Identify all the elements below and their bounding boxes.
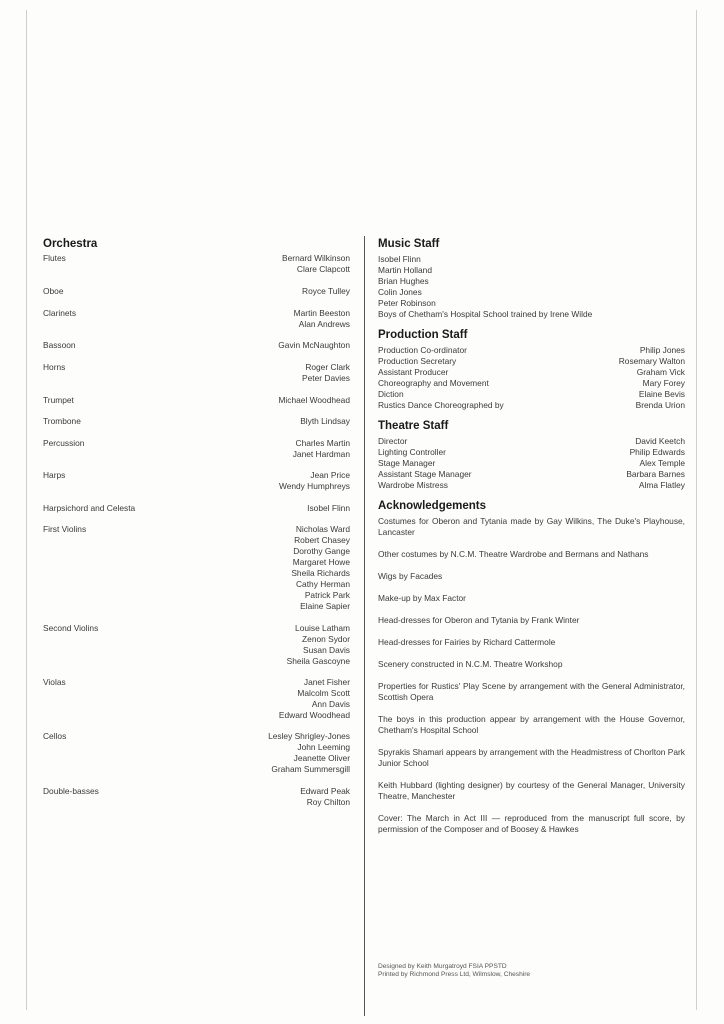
player-name: John Leeming: [297, 742, 350, 752]
player-name: Roger Clark: [305, 362, 350, 372]
music-staff-line: Brian Hughes: [378, 276, 429, 286]
instrument-label: Flutes: [43, 253, 66, 263]
staff-name: Alma Flatley: [638, 480, 685, 490]
player-name: Dorothy Gange: [293, 546, 350, 556]
player-names: [300, 786, 350, 808]
player-name: Lesley Shrigley-Jones: [268, 731, 350, 741]
instrument-label: Harpsichord and Celesta: [43, 503, 136, 513]
printer-credit: Printed by Richmond Press Ltd, Wilmslow, Cheshire: [378, 971, 531, 978]
staff-row: [378, 458, 685, 469]
instrument-label: Trumpet: [43, 395, 74, 405]
staff-name: Brenda Urion: [635, 400, 685, 410]
player-name: Margaret Howe: [292, 557, 350, 567]
staff-row: [378, 447, 685, 458]
player-name: Blyth Lindsay: [300, 416, 350, 426]
staff-name: Mary Forey: [642, 378, 685, 388]
acknowledgement-item: Keith Hubbard (lighting designer) by courtesy of the General Manager, University Theatre, Manchester: [378, 780, 685, 801]
print-credits: [378, 963, 530, 979]
staff-name: Alex Temple: [639, 458, 685, 468]
player-names: [278, 395, 350, 406]
acknowledgement-item: Scenery constructed in N.C.M. Theatre Workshop: [378, 659, 563, 669]
player-name: Gavin McNaughton: [278, 340, 350, 350]
player-names: [307, 503, 350, 514]
player-name: Edward Woodhead: [278, 710, 350, 720]
acknowledgement-item: Other costumes by N.C.M. Theatre Wardrobe and Bermans and Nathans: [378, 549, 649, 559]
page-edge-right: [696, 10, 697, 1010]
player-name: Zenon Sydor: [302, 634, 350, 644]
staff-role: Stage Manager: [378, 458, 436, 468]
staff-role: Diction: [378, 389, 404, 399]
instrument-label: Cellos: [43, 731, 67, 741]
staff-role: Choreography and Movement: [378, 378, 489, 388]
player-name: Susan Davis: [302, 645, 350, 655]
music-staff-line: Martin Holland: [378, 265, 432, 275]
staff-row: [378, 367, 685, 378]
instrument-label: Bassoon: [43, 340, 76, 350]
instrument-label: Violas: [43, 677, 66, 687]
player-names: [294, 308, 350, 330]
player-name: Royce Tulley: [302, 286, 350, 296]
player-name: Peter Davies: [302, 373, 350, 383]
music-staff-line: Peter Robinson: [378, 298, 436, 308]
staff-row: [378, 345, 685, 356]
staff-row: [378, 436, 685, 447]
acknowledgement-item: Make-up by Max Factor: [378, 593, 466, 603]
acknowledgement-item: Head-dresses for Fairies by Richard Cattermole: [378, 637, 556, 647]
music-staff-line: Colin Jones: [378, 287, 422, 297]
acknowledgement-item: Head-dresses for Oberon and Tytania by Frank Winter: [378, 615, 580, 625]
player-name: Jean Price: [310, 470, 350, 480]
acknowledgement-item: Properties for Rustics' Play Scene by arrangement with the General Administrator, Scottish Opera: [378, 681, 685, 702]
player-name: Janet Fisher: [303, 677, 350, 687]
player-name: Janet Hardman: [292, 449, 350, 459]
player-names: [287, 623, 350, 667]
player-name: Sheila Richards: [291, 568, 350, 578]
player-name: Isobel Flinn: [307, 503, 350, 513]
player-name: Louise Latham: [295, 623, 350, 633]
staff-role: Lighting Controller: [378, 447, 446, 457]
player-name: Michael Woodhead: [278, 395, 350, 405]
staff-role: Production Co-ordinator: [378, 345, 467, 355]
acknowledgement-item: Costumes for Oberon and Tytania made by Gay Wilkins, The Duke's Playhouse, Lancaster: [378, 516, 685, 537]
music-staff-line: Boys of Chetham's Hospital School trained by Irene Wilde: [378, 309, 593, 319]
theatre-staff-section: [378, 419, 685, 491]
instrument-label: Second Violins: [43, 623, 99, 633]
staff-row: [378, 480, 685, 491]
player-name: Wendy Humphreys: [278, 481, 350, 491]
instrument-label: Percussion: [43, 438, 85, 448]
acknowledgements-heading: Acknowledgements: [378, 500, 486, 512]
player-name: Graham Summersgill: [271, 764, 350, 774]
theatre-staff-list: [378, 436, 685, 491]
player-name: Nicholas Ward: [295, 524, 350, 534]
music-staff-list: [378, 254, 685, 320]
player-name: Elaine Sapier: [300, 601, 350, 611]
instrument-label: Harps: [43, 470, 66, 480]
designer-credit: Designed by Keith Murgatroyd FSIA PPSTD: [378, 963, 507, 970]
acknowledgements-list: [378, 516, 685, 835]
staff-row: [378, 389, 685, 400]
player-names: [302, 286, 350, 297]
instrument-label: First Violins: [43, 524, 87, 534]
staff-row: [378, 469, 685, 480]
player-name: Sheila Gascoyne: [286, 656, 350, 666]
orchestra-section: [43, 237, 350, 253]
theatre-staff-heading: Theatre Staff: [378, 420, 449, 432]
instrument-label: Oboe: [43, 286, 64, 296]
staff-role: Production Secretary: [378, 356, 457, 366]
acknowledgements-section: [378, 499, 685, 846]
player-name: Robert Chasey: [294, 535, 350, 545]
page-edge-left: [26, 10, 27, 1010]
player-names: [300, 416, 350, 427]
acknowledgement-item: Cover: The March in Act III — reproduced from the manuscript full score, by permission of the Composer and of Boosey & Hawkes: [378, 813, 685, 834]
player-name: Jeanette Oliver: [293, 753, 350, 763]
staff-name: Philip Edwards: [629, 447, 685, 457]
staff-name: Philip Jones: [639, 345, 685, 355]
player-names: [279, 470, 350, 492]
player-names: [279, 677, 350, 721]
production-staff-list: [378, 345, 685, 411]
column-divider: [364, 236, 365, 1016]
staff-role: Rustics Dance Choreographed by: [378, 400, 504, 410]
instrument-label: Double-basses: [43, 786, 99, 796]
staff-role: Wardrobe Mistress: [378, 480, 448, 490]
staff-name: Elaine Bevis: [638, 389, 685, 399]
music-staff-heading: Music Staff: [378, 238, 440, 250]
player-name: Roy Chilton: [306, 797, 350, 807]
player-name: Patrick Park: [304, 590, 350, 600]
staff-role: Director: [378, 436, 408, 446]
staff-role: Assistant Producer: [378, 367, 449, 377]
staff-name: Barbara Barnes: [626, 469, 685, 479]
staff-row: [378, 378, 685, 389]
player-names: [293, 438, 350, 460]
instrument-label: Trombone: [43, 416, 81, 426]
player-names: [278, 340, 350, 351]
instrument-label: Horns: [43, 362, 66, 372]
staff-role: Assistant Stage Manager: [378, 469, 472, 479]
orchestra-heading: Orchestra: [43, 238, 98, 250]
production-staff-section: [378, 328, 685, 411]
player-names: [291, 524, 350, 612]
player-name: Cathy Herman: [296, 579, 350, 589]
staff-row: [378, 400, 685, 411]
music-staff-section: [378, 237, 685, 320]
instrument-label: Clarinets: [43, 308, 77, 318]
player-name: Ann Davis: [311, 699, 350, 709]
player-name: Edward Peak: [300, 786, 350, 796]
music-staff-line: Isobel Flinn: [378, 254, 421, 264]
player-names: [268, 731, 350, 775]
staff-row: [378, 356, 685, 367]
player-names: [282, 253, 350, 275]
staff-name: David Keetch: [635, 436, 685, 446]
player-names: [302, 362, 350, 384]
acknowledgement-item: The boys in this production appear by arrangement with the House Governor, Chetham's Hospital School: [378, 714, 685, 735]
staff-name: Rosemary Walton: [618, 356, 685, 366]
player-name: Martin Beeston: [293, 308, 350, 318]
player-name: Clare Clapcott: [296, 264, 350, 274]
player-name: Malcolm Scott: [297, 688, 350, 698]
acknowledgement-item: Wigs by Facades: [378, 571, 443, 581]
production-staff-heading: Production Staff: [378, 329, 468, 341]
staff-name: Graham Vick: [636, 367, 685, 377]
acknowledgement-item: Spyrakis Shamari appears by arrangement with the Headmistress of Chorlton Park Junior School: [378, 747, 685, 768]
player-name: Charles Martin: [295, 438, 350, 448]
player-name: Bernard Wilkinson: [282, 253, 350, 263]
player-name: Alan Andrews: [298, 319, 350, 329]
